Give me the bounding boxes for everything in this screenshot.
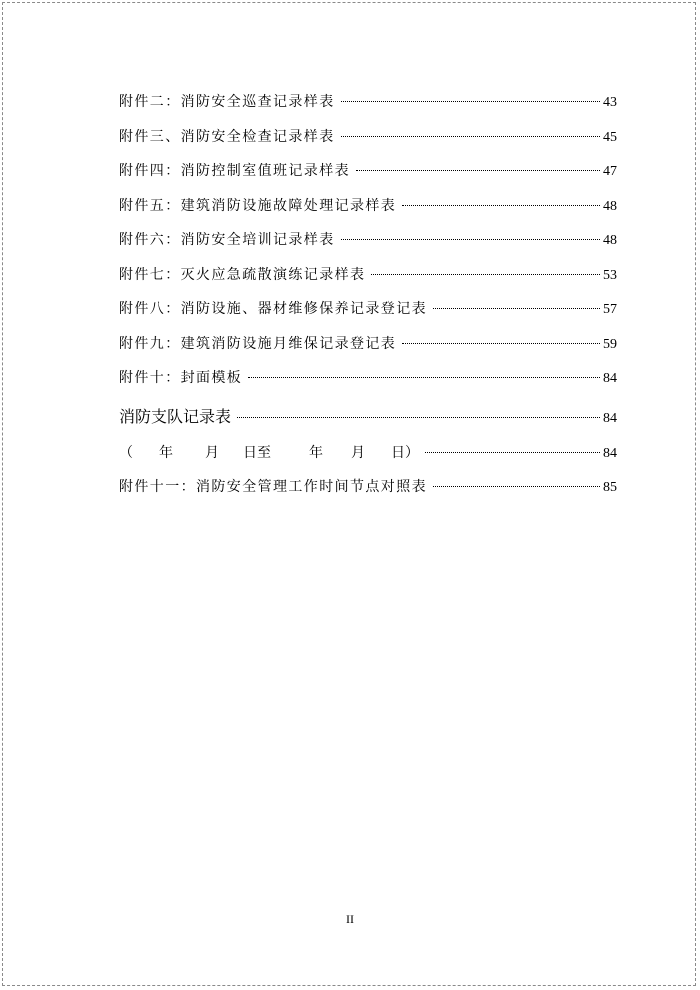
toc-entry-title: 附件三、消防安全检查记录样表 (119, 128, 335, 145)
toc-entry-title: 附件八：消防设施、器材维修保养记录登记表 (119, 301, 427, 317)
toc-entry-date-range[interactable] (119, 441, 617, 476)
dot-leader (356, 170, 600, 171)
page-number: II (346, 912, 354, 926)
toc-entry-attachment-11[interactable] (119, 475, 617, 510)
dot-leader (248, 377, 600, 378)
date-year-1: 年 (159, 444, 173, 461)
toc-entry-attachment-10[interactable] (119, 366, 617, 401)
toc-entry-page: 45 (603, 129, 617, 145)
date-day-close: 日） (391, 444, 419, 461)
date-month-2: 月 (351, 444, 365, 461)
dot-leader (341, 239, 600, 240)
date-range-text (119, 441, 419, 465)
dot-leader (402, 205, 600, 206)
toc-entry-attachment-5[interactable] (119, 194, 617, 229)
toc-entry-attachment-7[interactable] (119, 263, 617, 298)
toc-entry-page: 57 (603, 302, 617, 317)
toc-entry-page: 47 (603, 164, 617, 179)
toc-entry-attachment-6[interactable] (119, 228, 617, 263)
dot-leader (433, 308, 600, 309)
toc-entry-page: 84 (603, 410, 617, 426)
dot-leader (341, 101, 600, 102)
toc-entry-title: 附件五：建筑消防设施故障处理记录样表 (119, 197, 397, 214)
toc-entry-attachment-4[interactable] (119, 159, 617, 194)
toc-entry-page: 48 (603, 233, 617, 248)
date-year-2: 年 (309, 444, 323, 461)
toc-entry-attachment-8[interactable] (119, 297, 617, 332)
dot-leader (371, 274, 600, 275)
dot-leader (237, 417, 600, 418)
toc-entry-title: 附件十一：消防安全管理工作时间节点对照表 (119, 479, 427, 495)
dot-leader (433, 486, 600, 487)
toc-entry-title: 附件十：封面模板 (119, 370, 243, 386)
toc-entry-page: 48 (603, 198, 617, 214)
toc-entry-page: 43 (603, 95, 617, 110)
toc-entry-title: 附件九：建筑消防设施月维保记录登记表 (119, 335, 397, 352)
toc-entry-attachment-9[interactable] (119, 332, 617, 367)
toc-heading-fire-brigade-records[interactable] (119, 401, 617, 441)
toc-entry-title: 附件六：消防安全培训记录样表 (119, 232, 335, 248)
toc-entry-page: 85 (603, 480, 617, 495)
dot-leader (341, 136, 600, 137)
date-open-paren: （ (119, 444, 133, 461)
toc-entry-attachment-3[interactable] (119, 125, 617, 160)
toc-heading-title: 消防支队记录表 (119, 406, 232, 426)
date-day-to: 日至 (243, 444, 271, 461)
dot-leader (402, 343, 600, 344)
table-of-contents (119, 90, 617, 510)
toc-entry-page: 59 (603, 336, 617, 352)
date-month-1: 月 (205, 444, 219, 461)
toc-entry-attachment-2[interactable] (119, 90, 617, 125)
toc-entry-title: 附件四：消防控制室值班记录样表 (119, 163, 350, 179)
toc-entry-title: 附件二：消防安全巡查记录样表 (119, 94, 335, 110)
toc-entry-title: 附件七：灭火应急疏散演练记录样表 (119, 266, 366, 283)
dot-leader (425, 452, 600, 453)
toc-entry-page: 84 (603, 445, 617, 461)
toc-entry-page: 84 (603, 371, 617, 386)
toc-entry-page: 53 (603, 267, 617, 283)
